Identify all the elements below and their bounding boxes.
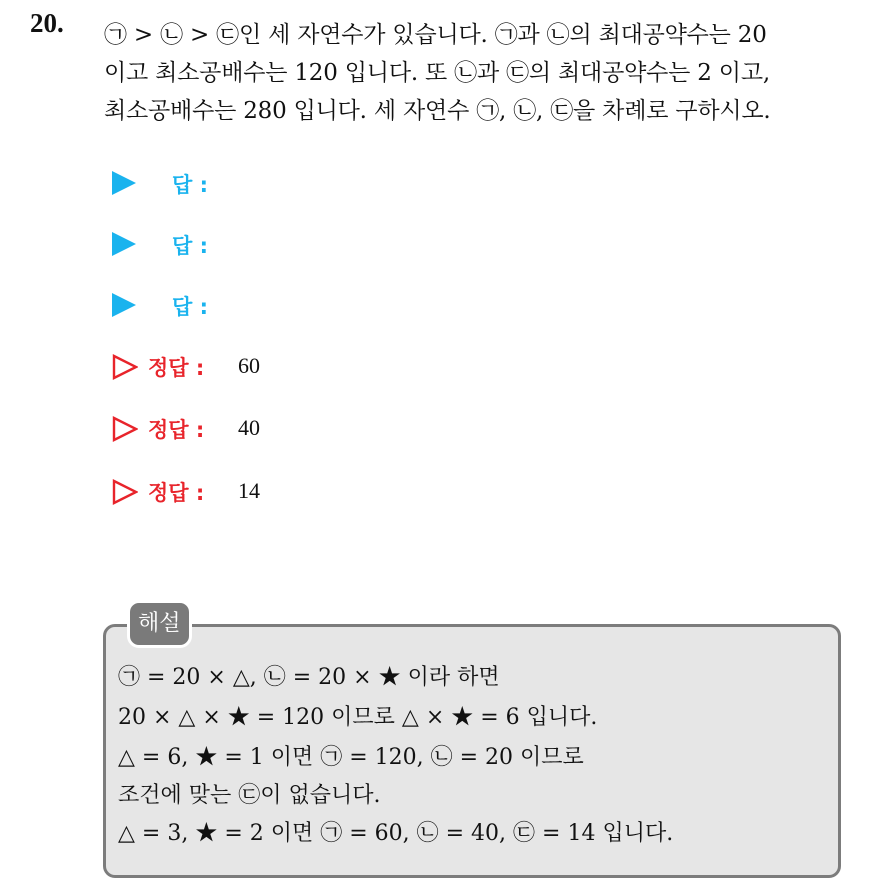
answer-row[interactable] bbox=[112, 229, 208, 259]
answer-key-row bbox=[112, 477, 260, 507]
answer-key-value: 40 bbox=[238, 415, 260, 440]
play-triangle-icon bbox=[112, 232, 136, 256]
explanation-title: 해설 bbox=[127, 600, 192, 648]
question-line-2: 이고 최소공배수는 120 입니다. 또 ㉡과 ㉢의 최대공약수는 2 이고, bbox=[104, 60, 770, 86]
explanation-line-3: △ = 6, ★ = 1 이면 ㉠ = 120, ㉡ = 20 이므로 bbox=[118, 745, 584, 770]
answer-key-value: 14 bbox=[238, 478, 260, 503]
answer-label: 답 : bbox=[172, 295, 208, 319]
explanation-line-4: 조건에 맞는 ㉢이 없습니다. bbox=[118, 783, 381, 808]
explanation-line-5: △ = 3, ★ = 2 이면 ㉠ = 60, ㉡ = 40, ㉢ = 14 입니다. bbox=[118, 821, 674, 846]
answer-key-label: 정답 : bbox=[148, 356, 205, 380]
outline-triangle-icon bbox=[112, 416, 138, 442]
explanation-line-1: ㉠ = 20 × △, ㉡ = 20 × ★ 이라 하면 bbox=[118, 665, 500, 690]
question-line-3: 최소공배수는 280 입니다. 세 자연수 ㉠, ㉡, ㉢을 차례로 구하시오. bbox=[104, 98, 771, 124]
outline-triangle-icon bbox=[112, 479, 138, 505]
question-number: 20. bbox=[30, 8, 64, 38]
outline-triangle-icon bbox=[112, 354, 138, 380]
answer-key-value: 60 bbox=[238, 353, 260, 378]
answer-key-row bbox=[112, 414, 260, 444]
answer-key-label: 정답 : bbox=[148, 481, 205, 505]
play-triangle-icon bbox=[112, 171, 136, 195]
answer-label: 답 : bbox=[172, 234, 208, 258]
play-triangle-icon bbox=[112, 293, 136, 317]
explanation-line-2: 20 × △ × ★ = 120 이므로 △ × ★ = 6 입니다. bbox=[118, 705, 598, 730]
answer-row[interactable] bbox=[112, 168, 208, 198]
answer-label: 답 : bbox=[172, 173, 208, 197]
question-line-1: ㉠ > ㉡ > ㉢인 세 자연수가 있습니다. ㉠과 ㉡의 최대공약수는 20 bbox=[104, 22, 767, 48]
answer-row[interactable] bbox=[112, 290, 208, 320]
answer-key-label: 정답 : bbox=[148, 418, 205, 442]
answer-key-row bbox=[112, 352, 260, 382]
